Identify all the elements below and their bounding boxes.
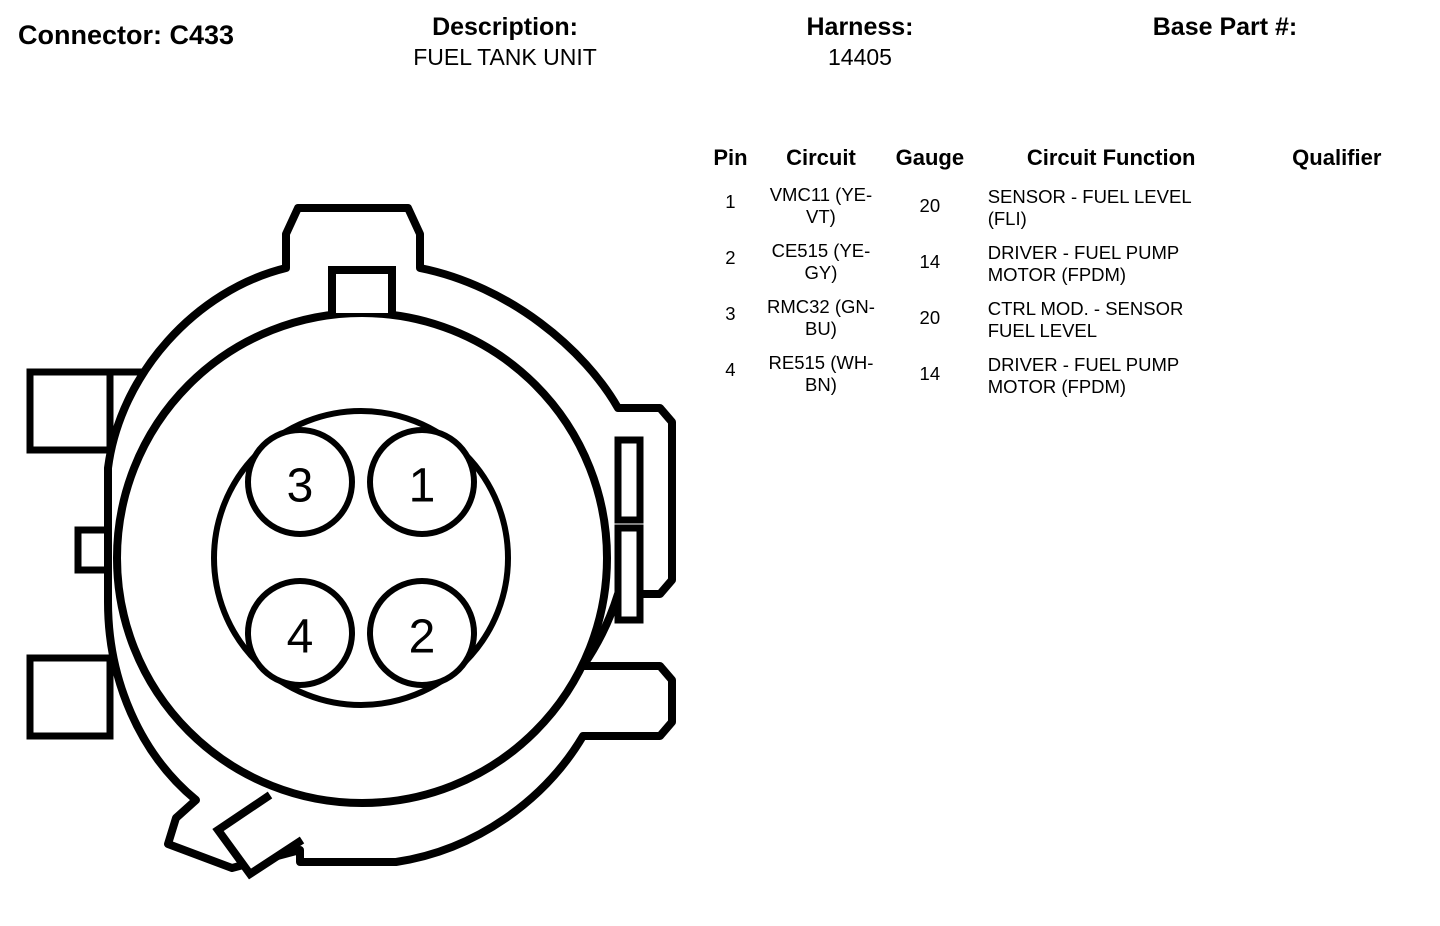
- cell-pin: 4: [725, 359, 736, 380]
- pin-cavity-3: [248, 430, 352, 534]
- table-row: [705, 291, 1425, 347]
- cell-gauge: 20: [919, 307, 941, 328]
- column-header-pin: Pin: [713, 145, 748, 170]
- cell-function: CTRL MOD. - SENSOR FUEL LEVEL: [987, 298, 1184, 341]
- cell-qualifier: [1235, 291, 1425, 347]
- cell-gauge: 14: [919, 251, 941, 272]
- right-locking-rib-upper: [618, 440, 640, 520]
- top-keyway-notch: [332, 270, 392, 313]
- pin-table-header: [705, 145, 1425, 179]
- cell-pin: 3: [725, 303, 736, 324]
- cell-pin: 2: [725, 247, 736, 268]
- page-header: [0, 0, 1440, 100]
- cell-qualifier: [1235, 179, 1425, 235]
- cell-circuit: VMC11 (YE-VT): [769, 184, 873, 227]
- connector-id-block: [18, 20, 234, 50]
- connector-id-label: Connector: C433: [18, 20, 235, 50]
- base-part-block: [1100, 12, 1350, 42]
- harness-label: Harness:: [806, 13, 914, 41]
- cell-pin: 1: [725, 191, 736, 212]
- table-row: [705, 347, 1425, 403]
- pin-cavity-label: 2: [408, 610, 436, 664]
- table-row: [705, 179, 1425, 235]
- cell-qualifier: [1235, 347, 1425, 403]
- connector-face-view-diagram: [0, 150, 720, 926]
- description-label: Description:: [432, 13, 578, 41]
- cell-gauge: 14: [919, 363, 941, 384]
- cell-circuit: RMC32 (GN-BU): [766, 296, 875, 339]
- pin-cavity-2: [370, 581, 474, 685]
- base-part-label: Base Part #:: [1152, 13, 1298, 41]
- column-header-qualifier: Qualifier: [1292, 145, 1382, 170]
- cell-qualifier: [1235, 235, 1425, 291]
- pin-cavity-4: [248, 581, 352, 685]
- table-header-row: [705, 145, 1425, 179]
- pin-cavity-label: 4: [286, 610, 314, 664]
- cell-circuit: RE515 (WH-BN): [768, 352, 874, 395]
- column-header-circuit: Circuit: [786, 145, 856, 170]
- pin-assignment-table: [705, 145, 1425, 403]
- right-locking-rib-lower: [618, 528, 640, 620]
- description-block: [380, 12, 630, 72]
- cell-gauge: 20: [919, 195, 941, 216]
- column-header-function: Circuit Function: [1026, 145, 1196, 170]
- column-header-gauge: Gauge: [895, 145, 965, 170]
- pin-cavity-label: 3: [286, 459, 314, 513]
- pin-cavity-label: 1: [408, 459, 436, 513]
- table-row: [705, 235, 1425, 291]
- pin-cavity-1: [370, 430, 474, 534]
- harness-value: 14405: [828, 44, 892, 70]
- pin-table-body: [705, 179, 1425, 403]
- cell-circuit: CE515 (YE-GY): [771, 240, 871, 283]
- description-value: FUEL TANK UNIT: [413, 44, 597, 70]
- cell-function: SENSOR - FUEL LEVEL (FLI): [987, 186, 1191, 229]
- harness-block: [760, 12, 960, 72]
- cell-function: DRIVER - FUEL PUMP MOTOR (FPDM): [987, 354, 1179, 397]
- cell-function: DRIVER - FUEL PUMP MOTOR (FPDM): [987, 242, 1179, 285]
